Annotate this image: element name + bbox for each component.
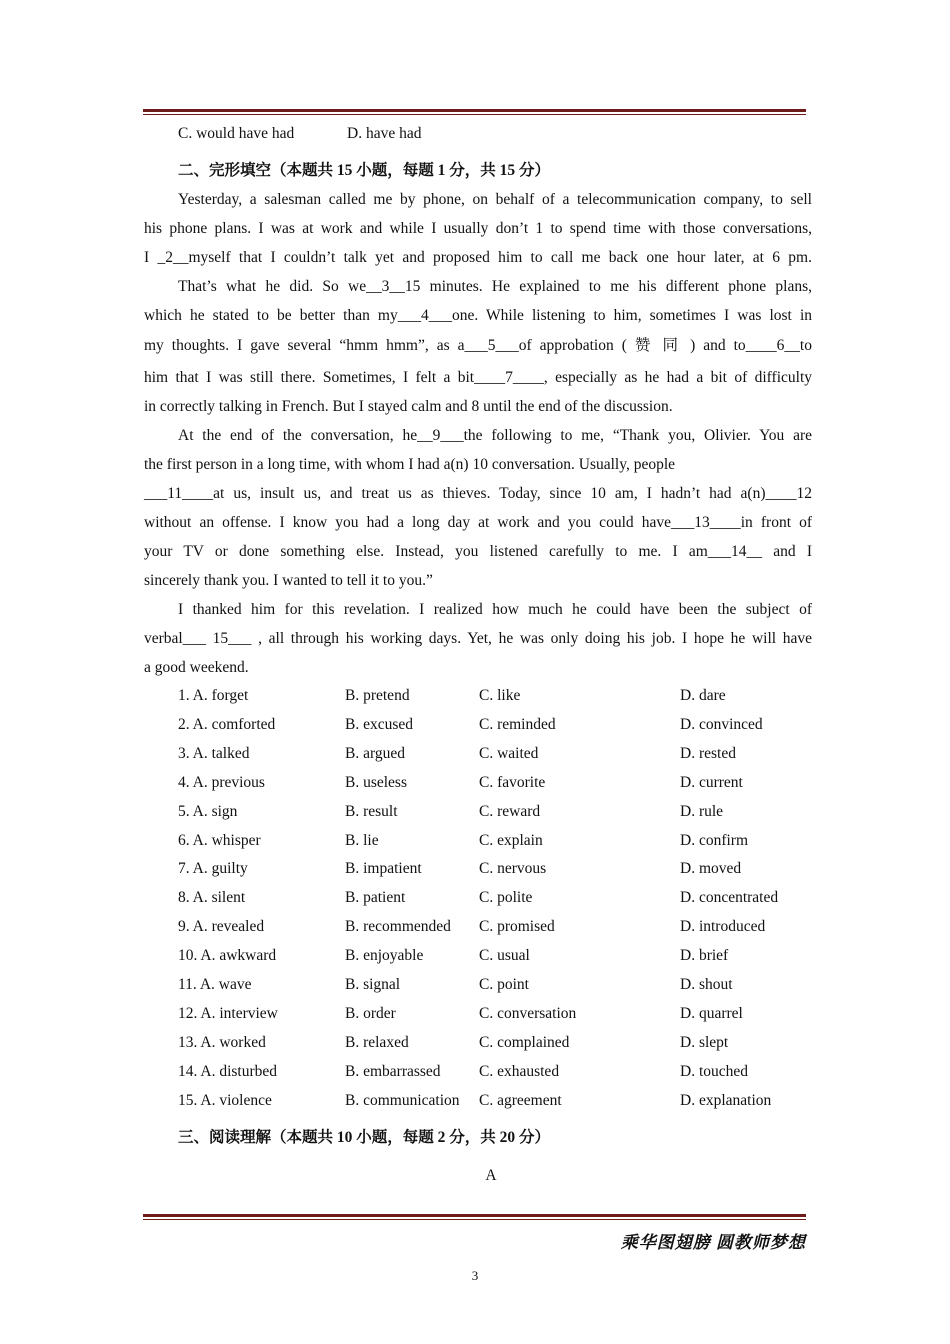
option-10-c: C. usual [479, 947, 530, 965]
option-13-c: C. complained [479, 1033, 570, 1051]
option-11-b: B. signal [345, 976, 401, 993]
passage-line: the first person in a long time, with whom I had a(n) 10 conversation. Usually, people [144, 456, 676, 473]
option-13-d: D. slept [680, 1033, 729, 1051]
option-3-a: 3. A. talked [178, 744, 250, 762]
option-2-c: C. reminded [479, 715, 556, 733]
option-10-b: B. enjoyable [345, 947, 424, 965]
option-5-c: C. reward [479, 802, 541, 820]
option-12-d: D. quarrel [680, 1004, 743, 1022]
header-rule [143, 109, 806, 115]
passage-line: sincerely thank you. I wanted to tell it to you.” [144, 572, 433, 589]
passage-line: I thanked him for this revelation. I realized how much he could have been the subject of [178, 601, 812, 618]
passage-line: a good weekend. [144, 659, 249, 676]
option-4-d: D. current [680, 773, 743, 791]
option-5-a: 5. A. sign [178, 802, 238, 820]
option-4-b: B. useless [345, 773, 407, 791]
option-1-d: D. dare [680, 687, 726, 704]
option-15-a: 15. A. violence [178, 1091, 272, 1109]
option-7-b: B. impatient [345, 860, 422, 878]
passage-line: ___11____at us, insult us, and treat us as thieves. Today, since 10 am, I hadn’t had a(n)____12 [144, 485, 812, 502]
option-4-c: C. favorite [479, 773, 546, 791]
option-7-a: 7. A. guilty [178, 860, 248, 878]
option-11-a: 11. A. wave [178, 976, 252, 993]
passage-line: I _2__myself that I couldn’t talk yet and proposed him to call me back one hour later, at 6 pm. [144, 249, 812, 266]
passage-line: my thoughts. I gave several “hmm hmm”, as a___5___of approbation ( 赞 同 ) and to____6__to [144, 337, 812, 354]
passage-line: him that I was still there. Sometimes, I felt a bit____7____, especially as he had a bit of difficulty [144, 369, 812, 386]
option-7-c: C. nervous [479, 860, 547, 878]
option-14-d: D. touched [680, 1062, 749, 1080]
section-heading-cloze: 二、完形填空（本题共 15 小题，每题 1 分，共 15 分） [178, 162, 551, 179]
option-9-b: B. recommended [345, 918, 451, 936]
passage-line: your TV or done something else. Instead, you listened carefully to me. I am___14__ and I [144, 543, 812, 560]
option-14-b: B. embarrassed [345, 1062, 441, 1080]
option-14-a: 14. A. disturbed [178, 1062, 278, 1080]
option-15-c: C. agreement [479, 1091, 562, 1109]
option-5-b: B. result [345, 802, 398, 820]
passage-line: without an offense. I know you had a long day at work and you could have___13____in front of [144, 514, 812, 531]
option-10-a: 10. A. awkward [178, 947, 277, 965]
option-11-d: D. shout [680, 976, 733, 993]
option-8-b: B. patient [345, 889, 406, 907]
option-12-c: C. conversation [479, 1004, 577, 1022]
option-d-carryover: D. have had [347, 125, 422, 142]
option-c-carryover: C. would have had [178, 125, 295, 142]
option-7-d: D. moved [680, 860, 742, 878]
option-8-c: C. polite [479, 889, 533, 907]
option-9-a: 9. A. revealed [178, 918, 265, 936]
option-9-c: C. promised [479, 918, 555, 936]
option-13-b: B. relaxed [345, 1033, 409, 1051]
option-8-d: D. concentrated [680, 889, 779, 907]
option-6-b: B. lie [345, 831, 379, 849]
option-15-b: B. communication [345, 1091, 460, 1109]
passage-label: A [485, 1167, 497, 1184]
option-2-a: 2. A. comforted [178, 715, 276, 733]
option-1-b: B. pretend [345, 687, 410, 704]
option-3-d: D. rested [680, 744, 736, 762]
section-heading-reading: 三、阅读理解（本题共 10 小题，每题 2 分，共 20 分） [178, 1129, 551, 1146]
passage-line: At the end of the conversation, he__9___the following to me, “Thank you, Olivier. You are [178, 427, 812, 444]
passage-line: in correctly talking in French. But I stayed calm and 8 until the end of the discussion. [144, 398, 673, 415]
option-10-d: D. brief [680, 947, 729, 965]
option-13-a: 13. A. worked [178, 1033, 266, 1051]
option-2-b: B. excused [345, 715, 414, 733]
option-1-c: C. like [479, 687, 521, 704]
option-12-b: B. order [345, 1004, 396, 1022]
option-1-a: 1. A. forget [178, 687, 249, 704]
option-5-d: D. rule [680, 802, 724, 820]
option-9-d: D. introduced [680, 918, 766, 936]
option-12-a: 12. A. interview [178, 1004, 278, 1022]
footer-rule [143, 1214, 806, 1220]
option-11-c: C. point [479, 976, 529, 993]
option-6-c: C. explain [479, 831, 543, 849]
passage-line: Yesterday, a salesman called me by phone, on behalf of a telecommunication company, to sell [178, 191, 812, 208]
option-3-c: C. waited [479, 744, 539, 762]
passage-line: his phone plans. I was at work and while I usually don’t 1 to spend time with those conversations, [144, 220, 812, 237]
option-2-d: D. convinced [680, 715, 763, 733]
option-14-c: C. exhausted [479, 1062, 560, 1080]
page-number: 3 [471, 1268, 479, 1283]
passage-line: which he stated to be better than my___4___one. While listening to him, sometimes I was lost in [144, 307, 812, 324]
option-3-b: B. argued [345, 744, 405, 762]
passage-line: That’s what he did. So we__3__15 minutes. He explained to me his different phone plans, [178, 278, 812, 295]
option-4-a: 4. A. previous [178, 773, 265, 791]
option-6-a: 6. A. whisper [178, 831, 261, 849]
passage-line: verbal___ 15___ , all through his working days. Yet, he was only doing his job. I hope he will have [144, 630, 812, 647]
option-8-a: 8. A. silent [178, 889, 246, 907]
option-6-d: D. confirm [680, 831, 749, 849]
option-15-d: D. explanation [680, 1091, 772, 1109]
footer-motto: 乘华图翅膀 圆教师梦想 [620, 1233, 806, 1252]
